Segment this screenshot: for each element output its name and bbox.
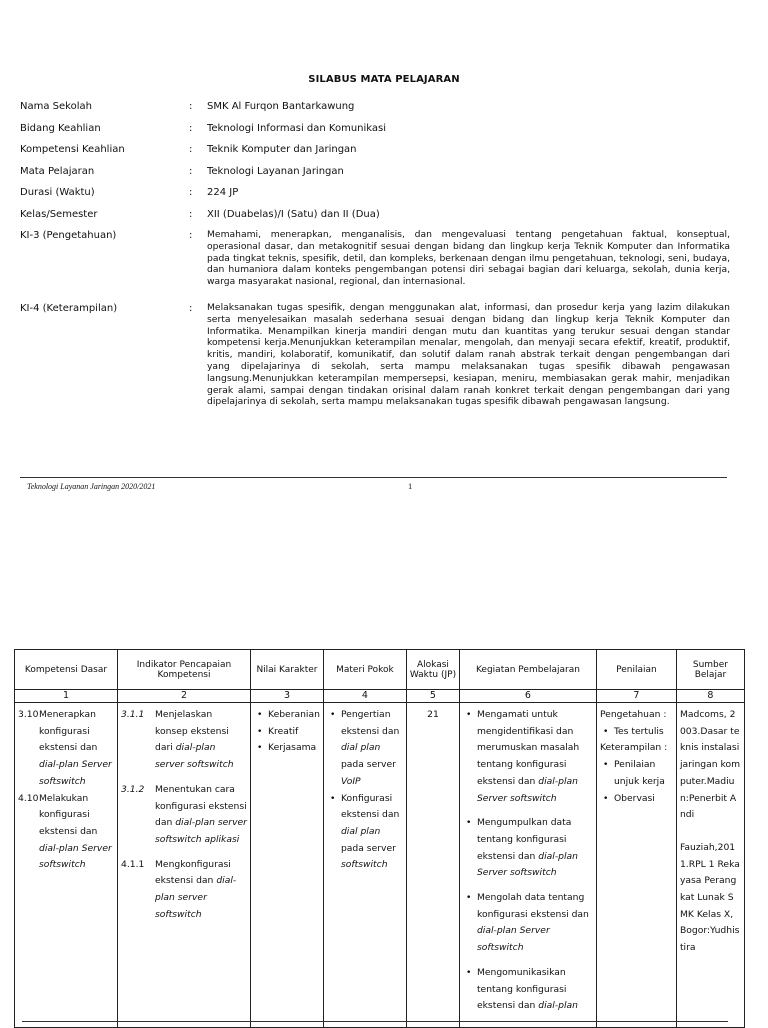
materi-italic: dial plan	[340, 825, 381, 837]
meta-label: KI-3 (Pengetahuan)	[20, 230, 117, 241]
penilaian-item: • Obervasi	[600, 791, 673, 808]
materi-italic2: softswitch	[340, 859, 388, 871]
meta-row-field	[20, 122, 730, 135]
meta-row-ki3	[20, 229, 730, 288]
indikator-text: Menentukan cara konfigurasi ekstensi dan	[155, 783, 247, 829]
sumber-item: Fauziah,2011.RPL 1 Rekayasa Perangkat Lunak SMK Kelas X, Bogor:Yudhistira	[679, 841, 740, 954]
indikator-text: Mengkonfigurasi ekstensi dan	[155, 858, 231, 887]
indikator-item	[121, 857, 247, 924]
materi-italic: dial plan	[340, 742, 381, 754]
meta-value: Teknologi Layanan Jaringan	[207, 165, 344, 177]
kd-number: 4.10	[18, 792, 39, 804]
meta-value: XII (Duabelas)/I (Satu) dan II (Dua)	[207, 208, 380, 220]
meta-row-ki4	[20, 302, 730, 408]
header-cell: Indikator Pencapaian Kompetensi	[118, 650, 251, 690]
penilaian-item: • Tes tertulis	[600, 724, 673, 741]
meta-row-class	[20, 208, 730, 221]
meta-colon: :	[189, 144, 193, 155]
column-number: 1	[15, 690, 118, 703]
meta-colon: :	[189, 101, 193, 112]
column-number: 4	[323, 690, 406, 703]
meta-colon: :	[189, 230, 193, 241]
meta-row-school	[20, 100, 730, 113]
header-cell: Penilaian	[596, 650, 676, 690]
sumber-item: Madcoms, 2003.Dasar teknis instalasi jaringan komputer.Madiun:Penerbit Andi	[679, 709, 741, 821]
materi-mid: pada server	[340, 759, 396, 771]
header-cell: Nilai Karakter	[251, 650, 324, 690]
kegiatan-item	[463, 815, 593, 882]
kd-item	[18, 707, 114, 791]
kegiatan-italic: dial-plan Server softswitch	[476, 775, 578, 804]
meta-value: SMK Al Furqon Bantarkawung	[207, 101, 355, 112]
meta-row-duration	[20, 186, 730, 199]
meta-value: Teknologi Informasi dan Komunikasi	[207, 122, 387, 134]
alokasi-cell	[406, 703, 459, 1028]
alokasi-value: 21	[427, 709, 439, 720]
nilai-item: • Kerjasama	[254, 740, 320, 757]
table-header-row	[15, 650, 745, 690]
meta-label: Nama Sekolah	[20, 101, 92, 112]
nilai-item: • Kreatif	[254, 724, 320, 741]
meta-colon: :	[189, 122, 193, 134]
column-number: 7	[596, 690, 676, 703]
kegiatan-cell	[459, 703, 596, 1028]
header-cell: Materi Pokok	[323, 650, 406, 690]
bottom-divider	[22, 1021, 728, 1022]
kd-number: 3.10	[18, 709, 39, 720]
nilai-item: • Keberanian	[254, 707, 320, 724]
meta-colon: :	[189, 187, 193, 198]
table-row	[15, 703, 745, 1028]
penilaian-cell	[596, 703, 676, 1028]
materi-text: Pengertian ekstensi dan	[340, 709, 400, 737]
kd-text: Menerapkan konfigurasi ekstensi dan	[39, 709, 98, 754]
indikator-number: 3.1.2	[121, 783, 145, 795]
indikator-cell	[118, 703, 251, 1028]
kegiatan-text: Mengomunikasikan tentang konfigurasi ekstensi dan	[476, 966, 567, 1012]
kegiatan-item	[463, 707, 593, 807]
meta-value: 224 JP	[207, 187, 239, 198]
kegiatan-italic: dial-plan Server softswitch	[476, 925, 550, 954]
indikator-text: Menjelaskan konsep ekstensi dari	[155, 709, 229, 754]
syllabus-metadata	[20, 100, 730, 408]
penilaian-item: • Penilaian unjuk kerja	[600, 757, 673, 790]
column-number: 8	[676, 690, 744, 703]
meta-label: Kompetensi Keahlian	[20, 144, 125, 155]
indikator-italic: dial-plan server softswitch	[155, 742, 234, 771]
header-cell: Sumber Belajar	[676, 650, 744, 690]
meta-row-competency	[20, 143, 730, 156]
kegiatan-text: Mengumpulkan data tentang konfigurasi ekstensi dan	[476, 817, 572, 862]
column-number: 5	[406, 690, 459, 703]
indikator-item	[121, 782, 247, 849]
meta-colon: :	[189, 165, 193, 177]
kompetensi-dasar-cell	[15, 703, 118, 1028]
meta-label: Bidang Keahlian	[20, 122, 101, 134]
kegiatan-item	[463, 965, 593, 1015]
table-number-row	[15, 690, 745, 703]
meta-label: Durasi (Waktu)	[20, 187, 95, 198]
column-number: 2	[118, 690, 251, 703]
column-number: 6	[459, 690, 596, 703]
kegiatan-text: Mengamati untuk mengidentifikasi dan merumuskan masalah tentang konfigurasi ekstensi dan	[476, 709, 580, 787]
penilaian-keterampilan-label: Keterampilan :	[599, 742, 668, 754]
nilai-karakter-cell	[251, 703, 324, 1028]
page-one	[0, 0, 768, 500]
indikator-number: 3.1.1	[121, 709, 145, 720]
materi-text: Konfigurasi ekstensi dan	[340, 792, 400, 821]
header-cell: Kompetensi Dasar	[15, 650, 118, 690]
kegiatan-italic: dial-plan Server softswitch	[476, 850, 578, 879]
indikator-number: 4.1.1	[121, 858, 145, 870]
meta-label: Kelas/Semester	[20, 208, 98, 220]
header-cell: Kegiatan Pembelajaran	[459, 650, 596, 690]
syllabus-table	[14, 649, 745, 1028]
footer-text: Teknologi Layanan Jaringan 2020/2021	[27, 482, 156, 491]
kd-italic: dial-plan Server softswitch	[39, 842, 112, 871]
document-title: SILABUS MATA PELAJARAN	[308, 74, 460, 85]
materi-italic2: VoIP	[340, 775, 361, 787]
materi-pokok-cell	[323, 703, 406, 1028]
meta-value: Memahami, menerapkan, menganalisis, dan mengevaluasi tentang pengetahuan faktual, konseptual, operasional dasar, dan metakognitif sesuai dengan bidang dan lingkup kerja Teknik Komputer dan Informatika pada tingkat teknis, spesifik, detil, dan kompleks, berkenaan dengan ilmu pengetahuan, teknologi, seni, budaya, dan humaniora dalam konteks pengembangan potensi diri sebagai bagian dari keluarga, sekolah, dunia kerja, warga masyarakat nasional, regional, dan internasional.	[207, 229, 730, 288]
indikator-italic: dial-plan server softswitch aplikasi	[155, 817, 247, 845]
sumber-belajar-cell	[676, 703, 744, 1028]
materi-item	[327, 791, 403, 875]
penilaian-pengetahuan-label: Pengetahuan :	[599, 709, 667, 720]
materi-mid: pada server	[340, 842, 396, 854]
footer-divider	[20, 477, 727, 478]
kd-text: Melakukan konfigurasi ekstensi dan	[39, 792, 98, 837]
page-number: 1	[408, 481, 413, 491]
meta-colon: :	[189, 208, 193, 220]
materi-item	[327, 707, 403, 791]
kd-italic: dial-plan Server softswitch	[39, 759, 112, 787]
meta-row-subject	[20, 165, 730, 178]
kegiatan-italic: dial-plan	[538, 1000, 578, 1012]
column-number: 3	[251, 690, 324, 703]
indikator-item	[121, 707, 247, 774]
meta-label: Mata Pelajaran	[20, 165, 95, 177]
meta-value: Melaksanakan tugas spesifik, dengan menggunakan alat, informasi, dan prosedur kerja yang lazim dilakukan serta menyelesaikan masalah sederhana sesuai dengan bidang dan lingkup kerja Teknik Komputer dan Informatika. Menampilkan kinerja mandiri dengan mutu dan kuantitas yang terukur sesuai dengan standar kompetensi kerja.Menunjukkan keterampilan menalar, mengolah, dan menyaji secara efektif, kreatif, produktif, kritis, mandiri, kolaboratif, komunikatif, dan solutif dalam ranah abstrak terkait dengan pengembangan dari yang dipelajarinya di sekolah, serta mampu melaksanakan tugas spesifik dibawah pengawasan langsung.Menunjukkan keterampilan mempersepsi, kesiapan, meniru, membiasakan gerak mahir, menjadikan gerak alami, sampai dengan tindakan orisinal dalam ranah konkret terkait dengan pengembangan dari yang dipelajarinya di sekolah, serta mampu melaksanakan tugas spesifik dibawah pengawasan langsung.	[207, 301, 730, 408]
indikator-italic: dial-plan server softswitch	[155, 875, 237, 920]
meta-colon: :	[189, 302, 193, 314]
kd-item	[18, 791, 114, 875]
meta-value: Teknik Komputer dan Jaringan	[207, 144, 357, 155]
kegiatan-item	[463, 890, 593, 957]
meta-label: KI-4 (Keterampilan)	[20, 302, 118, 314]
kegiatan-text: Mengolah data tentang konfigurasi ekstensi dan	[476, 892, 589, 920]
header-cell: Alokasi Waktu (JP)	[406, 650, 459, 690]
